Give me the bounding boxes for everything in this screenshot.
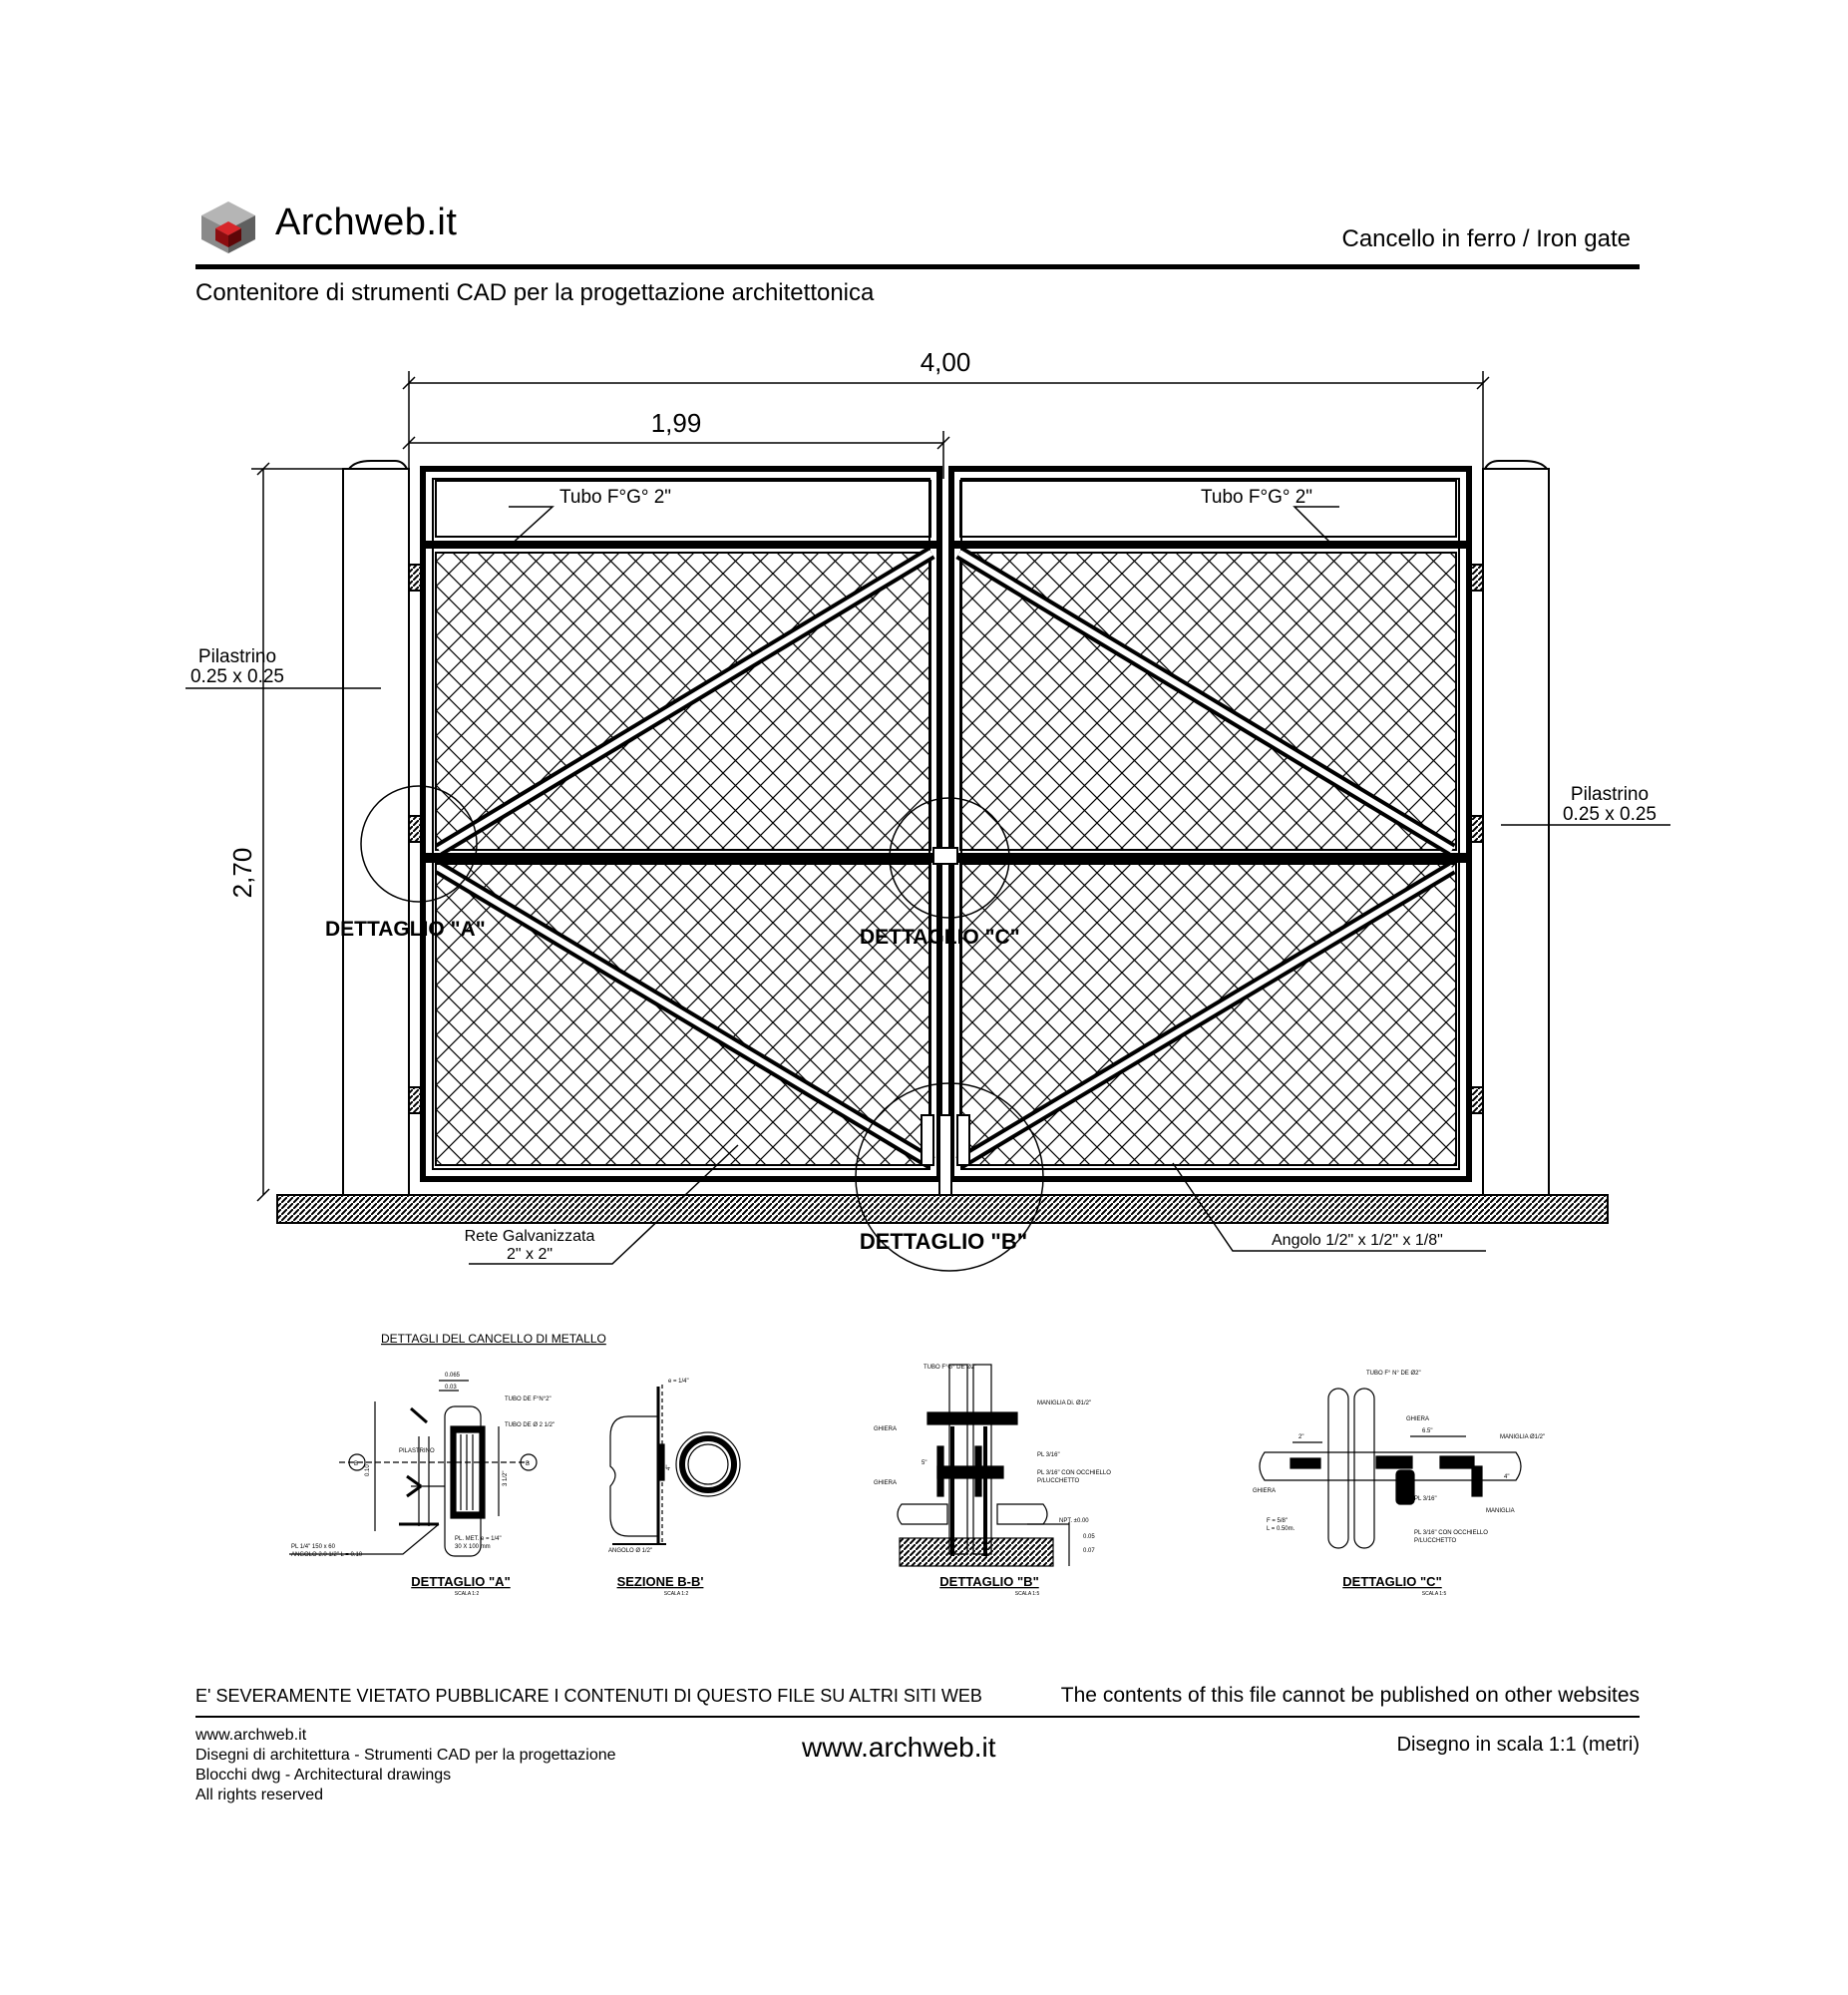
dimension-total-label: 4,00 <box>920 347 971 377</box>
section-bb-title: SEZIONE B-B' <box>616 1574 704 1589</box>
svg-text:0.07: 0.07 <box>1083 1548 1095 1554</box>
svg-text:0.065: 0.065 <box>445 1373 461 1379</box>
footer-description-line: Disegni di architettura - Strumenti CAD per la progettazione <box>195 1747 616 1764</box>
svg-text:PL 1/4" 150 x 60: PL 1/4" 150 x 60 <box>291 1544 335 1550</box>
svg-text:PL 3/16" CON OCCHIELLO: PL 3/16" CON OCCHIELLO <box>1414 1530 1488 1536</box>
svg-text:4": 4" <box>1504 1474 1510 1480</box>
svg-text:PL. MET. e = 1/4": PL. MET. e = 1/4" <box>455 1536 502 1542</box>
detail-a-label: DETTAGLIO "A" <box>325 918 486 941</box>
detail-a-title: DETTAGLIO "A" <box>411 1574 511 1589</box>
svg-text:NPT. ±0.00: NPT. ±0.00 <box>1059 1518 1089 1524</box>
footer-website[interactable]: www.archweb.it <box>802 1732 996 1763</box>
pillar-label-right-1: Pilastrino <box>1570 784 1650 805</box>
detail-b-scale: SCALA 1:5 <box>1014 1591 1040 1597</box>
svg-text:MANIGLIA Di. Ø1/2": MANIGLIA Di. Ø1/2" <box>1037 1400 1092 1406</box>
dimension-height-label: 2,70 <box>227 847 257 899</box>
detail-a-scale: SCALA 1:2 <box>454 1591 480 1597</box>
svg-text:5": 5" <box>922 1460 927 1466</box>
footer-scale: Disegno in scala 1:1 (metri) <box>1396 1734 1640 1756</box>
detail-a-labels <box>291 1373 554 1558</box>
svg-text:MANIGLIA: MANIGLIA <box>1486 1508 1515 1514</box>
angle-label: Angolo 1/2" x 1/2" x 1/8" <box>1272 1232 1443 1249</box>
svg-text:TUBO DE F°N°2": TUBO DE F°N°2" <box>505 1396 552 1402</box>
svg-text:B: B <box>526 1461 531 1467</box>
svg-text:F = 5/8": F = 5/8" <box>1267 1518 1288 1524</box>
svg-text:L = 0.50m.: L = 0.50m. <box>1267 1526 1295 1532</box>
svg-text:30 X 100 mm: 30 X 100 mm <box>455 1544 491 1550</box>
svg-text:0.10: 0.10 <box>365 1464 371 1476</box>
svg-text:PILASTRINO: PILASTRINO <box>399 1448 435 1454</box>
svg-text:4": 4" <box>666 1464 672 1470</box>
detail-b-title: DETTAGLIO "B" <box>939 1574 1039 1589</box>
pillar-label-right-2: 0.25 x 0.25 <box>1562 804 1658 825</box>
detail-a-drawing <box>289 1381 537 1556</box>
tube-label-right: Tubo F°G° 2" <box>1201 487 1313 508</box>
svg-text:TUBO DE Ø 2 1/2": TUBO DE Ø 2 1/2" <box>505 1422 555 1428</box>
svg-text:6.5": 6.5" <box>1422 1428 1433 1434</box>
svg-text:ANGOLO 2.0 1/2" L = 0.10: ANGOLO 2.0 1/2" L = 0.10 <box>291 1552 363 1558</box>
svg-text:TUBO F° N° DE Ø2": TUBO F° N° DE Ø2" <box>1366 1371 1421 1377</box>
detail-c-scale: SCALA 1:5 <box>1421 1591 1447 1597</box>
svg-text:2": 2" <box>1298 1434 1304 1440</box>
detail-c-title: DETTAGLIO "C" <box>1342 1574 1442 1589</box>
svg-text:P/LUCCHETTO: P/LUCCHETTO <box>1414 1538 1457 1544</box>
detail-b-label: DETTAGLIO "B" <box>859 1229 1028 1254</box>
svg-text:B: B <box>354 1461 359 1467</box>
svg-text:TUBO F°G° DE Ø2": TUBO F°G° DE Ø2" <box>924 1365 977 1371</box>
svg-text:GHIERA: GHIERA <box>1406 1416 1430 1422</box>
pillar-label-left-2: 0.25 x 0.25 <box>189 666 285 687</box>
detail-c-label: DETTAGLIO "C" <box>860 926 1020 949</box>
svg-text:e = 1/4": e = 1/4" <box>668 1379 689 1385</box>
svg-text:GHIERA: GHIERA <box>1253 1488 1277 1494</box>
dimension-leaf-label: 1,99 <box>650 408 702 438</box>
svg-text:MANIGLIA Ø1/2": MANIGLIA Ø1/2" <box>1500 1434 1546 1440</box>
footer-blocks-line: Blocchi dwg - Architectural drawings <box>195 1767 452 1784</box>
footer-site-line: www.archweb.it <box>195 1727 307 1744</box>
svg-text:PL 3/16" CON OCCHIELLO: PL 3/16" CON OCCHIELLO <box>1037 1470 1111 1476</box>
brand-name: Archweb.it <box>275 201 458 243</box>
svg-text:PL 3/16": PL 3/16" <box>1037 1452 1060 1458</box>
svg-text:3 1/2": 3 1/2" <box>503 1470 509 1486</box>
svg-text:P/LUCCHETTO: P/LUCCHETTO <box>1037 1478 1080 1484</box>
subtitle: Contenitore di strumenti CAD per la progettazione architettonica <box>195 279 875 306</box>
svg-text:GHIERA: GHIERA <box>874 1480 898 1486</box>
svg-text:0.03: 0.03 <box>445 1385 457 1391</box>
details-heading: DETTAGLI DEL CANCELLO DI METALLO <box>381 1332 606 1346</box>
warning-english: The contents of this file cannot be published on other websites <box>1060 1684 1640 1707</box>
svg-text:0.05: 0.05 <box>1083 1534 1095 1540</box>
section-bb-scale: SCALA 1:2 <box>663 1591 689 1597</box>
section-bb-drawing <box>610 1385 740 1544</box>
svg-text:GHIERA: GHIERA <box>874 1426 898 1432</box>
detail-b-labels <box>874 1365 1111 1554</box>
detail-c-drawing <box>1260 1389 1521 1548</box>
mesh-label-1: Rete Galvanizzata <box>464 1228 595 1245</box>
drawing-title: Cancello in ferro / Iron gate <box>1341 225 1631 252</box>
svg-text:PL 3/16": PL 3/16" <box>1414 1496 1437 1502</box>
footer-rights-line: All rights reserved <box>195 1787 324 1803</box>
warning-italian: E' SEVERAMENTE VIETATO PUBBLICARE I CONTENUTI DI QUESTO FILE SU ALTRI SITI WEB <box>195 1686 982 1706</box>
mesh-label-2: 2" x 2" <box>506 1246 554 1263</box>
pillar-label-left-1: Pilastrino <box>197 646 277 667</box>
footer-rule <box>195 1716 1640 1718</box>
tube-label-left: Tubo F°G° 2" <box>559 487 672 508</box>
svg-text:ANGOLO Ø 1/2": ANGOLO Ø 1/2" <box>608 1548 653 1554</box>
